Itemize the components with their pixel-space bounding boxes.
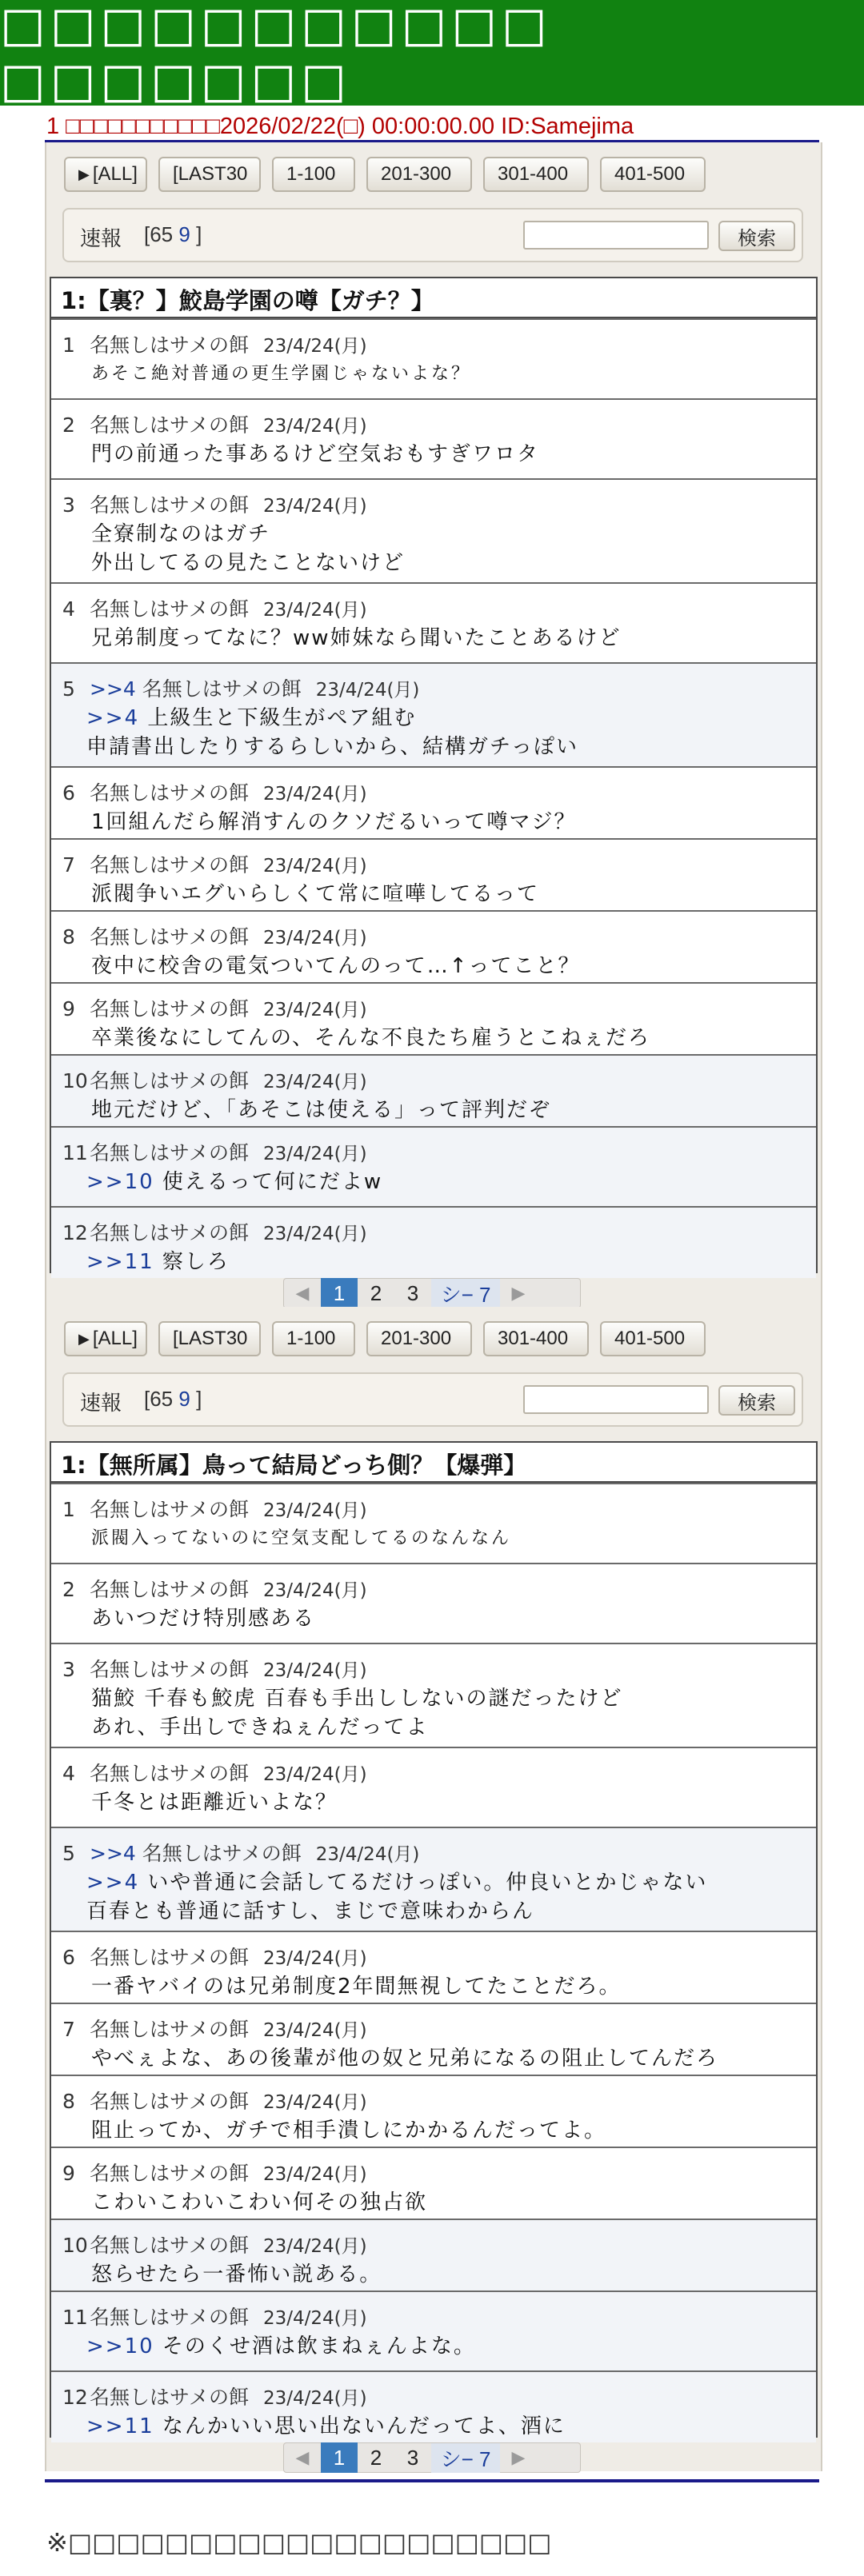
thread-board xyxy=(45,1307,822,2471)
post-text: 猫鮫 千春も鮫虎 百春も手出ししないの謎だったけど あれ、手出しできねぇんだってよ xyxy=(91,1687,623,1739)
site-title: □□□□□□□□□□□ □□□□□□□ xyxy=(0,0,552,109)
poster-name: 名無しはサメの餌 xyxy=(90,2090,250,2113)
post-date: 23/4/24(月) xyxy=(263,600,367,621)
post-meta xyxy=(62,1137,367,1166)
nav-range-button[interactable]: 401-500 xyxy=(600,157,706,192)
post-number: 1 xyxy=(62,1498,75,1521)
post-meta xyxy=(62,1758,367,1787)
poster-name: 名無しはサメの餌 xyxy=(90,493,250,517)
next-page-button[interactable]: ▶ xyxy=(511,2447,526,2467)
thread xyxy=(50,1441,818,2438)
poster-name: 名無しはサメの餌 xyxy=(90,1658,250,1681)
poster-name: 名無しはサメの餌 xyxy=(90,1762,250,1785)
post-text: こわいこわいこわい何その独占欲 xyxy=(91,2191,428,2215)
post-text: 怒らせたら一番怖い説ある。 xyxy=(91,2262,382,2286)
post-number: 7 xyxy=(62,2018,75,2041)
post-text: あそこ絶対普通の更生学園じゃないよな？ xyxy=(91,364,472,384)
nav-range-button[interactable]: 1-100 xyxy=(272,157,355,192)
post-item xyxy=(51,2003,816,2075)
next-page-button[interactable]: ▶ xyxy=(511,1283,526,1303)
post-date: 23/4/24(月) xyxy=(263,1224,367,1244)
post-item xyxy=(51,2075,816,2147)
thread-board xyxy=(45,142,822,1307)
post-date: 23/4/24(月) xyxy=(263,2092,367,2113)
poster-name: 名無しはサメの餌 xyxy=(142,677,302,701)
post-body xyxy=(91,624,622,653)
post-body xyxy=(91,1096,551,1124)
nav-last30-button[interactable]: [LAST30 xyxy=(158,1321,261,1356)
post-text: 門の前通った事あるけど空気おもすぎワロタ xyxy=(91,442,540,466)
post-meta xyxy=(62,921,367,950)
post-body xyxy=(91,2116,606,2145)
poster-name: 名無しはサメの餌 xyxy=(90,1069,250,1092)
page-button[interactable]: 1 xyxy=(321,1278,358,1308)
post-meta xyxy=(62,1065,367,1094)
post-meta xyxy=(62,489,367,518)
post-body xyxy=(86,2332,476,2361)
post-item xyxy=(51,838,816,910)
post-body xyxy=(91,952,581,980)
post-date: 23/4/24(月) xyxy=(263,2388,367,2409)
nav-range-button[interactable]: 201-300 xyxy=(366,157,472,192)
post-number: 8 xyxy=(62,2090,75,2113)
post-date: 23/4/24(月) xyxy=(263,336,367,357)
post-item xyxy=(51,478,816,582)
post-meta xyxy=(62,2014,367,2043)
post-meta xyxy=(62,1942,367,1971)
post-meta xyxy=(62,593,367,622)
post-date: 23/4/24(月) xyxy=(263,496,367,517)
post-number: 1 xyxy=(62,333,75,357)
thread xyxy=(50,277,818,1273)
post-date: 23/4/24(月) xyxy=(315,1844,420,1865)
post-number: 4 xyxy=(62,597,75,621)
post-body xyxy=(86,2412,566,2441)
poster-name: 名無しはサメの餌 xyxy=(90,333,250,357)
nav-all-button[interactable]: ▶ [ALL] xyxy=(64,1321,147,1356)
prev-page-button[interactable]: ◀ xyxy=(295,1283,310,1303)
post-text: やべぇよな、あの後輩が他の奴と兄弟になるの阻止してんだろ xyxy=(91,2047,719,2071)
poster-name: 名無しはサメの餌 xyxy=(90,2306,250,2329)
poster-name: 名無しはサメの餌 xyxy=(90,853,250,877)
post-date: 23/4/24(月) xyxy=(263,1948,367,1969)
reply-anchor-link[interactable]: >>10 xyxy=(86,2334,154,2358)
nav-all-button[interactable]: ▶ [ALL] xyxy=(64,157,147,192)
post-meta xyxy=(62,1574,367,1603)
post-date: 23/4/24(月) xyxy=(263,784,367,805)
post-count: [65 9 ] xyxy=(144,1387,202,1411)
post-meta xyxy=(62,777,367,806)
post-body xyxy=(91,880,539,909)
post-text: 派閥争いエグいらしくて常に喧嘩してるって xyxy=(91,882,540,906)
post-date: 23/4/24(月) xyxy=(263,1764,367,1785)
breaking-news-label[interactable]: 速報 xyxy=(80,227,122,251)
post-date: 23/4/24(月) xyxy=(263,928,367,949)
post-date: 23/4/24(月) xyxy=(263,1580,367,1601)
pagination xyxy=(283,1278,581,1308)
reply-anchor-link[interactable]: >>11 xyxy=(86,2414,154,2438)
post-text: 夜中に校舎の電気ついてんのって…↑ってこと？ xyxy=(91,954,581,978)
post-text: 一番ヤバイのは兄弟制度2年間無視してたことだろ。 xyxy=(91,1975,622,1999)
post-date: 23/4/24(月) xyxy=(263,1500,367,1521)
post-text: 使えるって何にだよw xyxy=(162,1170,383,1194)
nav-range-button[interactable]: 201-300 xyxy=(366,1321,472,1356)
post-date: 23/4/24(月) xyxy=(263,2020,367,2041)
nav-range-button[interactable]: 401-500 xyxy=(600,1321,706,1356)
post-date: 23/4/24(月) xyxy=(263,2308,367,2329)
post-body xyxy=(91,360,471,389)
poster-name: 名無しはサメの餌 xyxy=(90,781,250,805)
reply-anchor-link[interactable]: >>4 xyxy=(90,1842,136,1865)
post-meta xyxy=(62,993,367,1022)
post-date: 23/4/24(月) xyxy=(263,1000,367,1020)
post-body xyxy=(91,1024,650,1052)
post-number: 11 xyxy=(62,2306,88,2329)
poster-name: 名無しはサメの餌 xyxy=(90,413,250,437)
post-item xyxy=(51,2147,816,2219)
post-meta xyxy=(62,2382,367,2410)
poster-name: 名無しはサメの餌 xyxy=(90,2162,250,2185)
poster-name: 名無しはサメの餌 xyxy=(90,1498,250,1521)
page-button[interactable]: 1 xyxy=(321,2442,358,2473)
post-body xyxy=(86,1168,382,1196)
more-pages-button[interactable]: シ− 7 xyxy=(431,2443,500,2473)
post-meta xyxy=(62,673,419,702)
post-item xyxy=(51,2370,816,2442)
post-body xyxy=(91,2188,427,2217)
post-number: 5 xyxy=(62,677,75,701)
search-input[interactable] xyxy=(523,221,709,250)
post-text: あいつだけ特別感ある xyxy=(91,1607,316,1631)
post-text: 派閥入ってないのに空気支配してるのなんなん xyxy=(91,1528,512,1548)
prev-page-button[interactable]: ◀ xyxy=(295,2447,310,2467)
post-count: [65 9 ] xyxy=(144,222,202,246)
nav-range-button[interactable]: 301-400 xyxy=(483,1321,589,1356)
post-number: 11 xyxy=(62,1141,88,1164)
search-button[interactable]: 検索 xyxy=(718,1385,795,1416)
page-button[interactable]: 3 xyxy=(406,2445,419,2470)
post-item xyxy=(51,1747,816,1827)
post-text: 地元だけど、「あそこは使える」って評判だぞ xyxy=(91,1098,552,1122)
post-number: 12 xyxy=(62,1221,88,1244)
page-button[interactable]: 3 xyxy=(406,1280,419,1305)
post-number: 12 xyxy=(62,2386,88,2409)
post-body xyxy=(86,704,578,761)
post-body xyxy=(91,440,539,469)
reply-anchor-link[interactable]: >>11 xyxy=(86,1250,154,1274)
post-body xyxy=(91,1788,338,1817)
poster-name: 名無しはサメの餌 xyxy=(90,2234,250,2257)
post-body xyxy=(91,2260,382,2289)
post-date: 23/4/24(月) xyxy=(263,1072,367,1092)
divider xyxy=(45,2479,819,2482)
post-meta xyxy=(62,1494,367,1523)
poster-name: 名無しはサメの餌 xyxy=(90,1141,250,1164)
poster-name: 名無しはサメの餌 xyxy=(90,2018,250,2041)
post-number: 5 xyxy=(62,1842,75,1865)
post-number: 2 xyxy=(62,413,75,437)
poster-name: 名無しはサメの餌 xyxy=(90,2386,250,2409)
poster-name: 名無しはサメの餌 xyxy=(90,1946,250,1969)
footer-note: ※□□□□□□□□□□□□□□□□□□□□ xyxy=(46,2527,552,2558)
post-meta xyxy=(62,1838,419,1867)
poster-name: 名無しはサメの餌 xyxy=(90,925,250,949)
post-item xyxy=(51,662,816,766)
post-meta xyxy=(62,2086,367,2115)
post-date: 23/4/24(月) xyxy=(263,1660,367,1681)
post-body xyxy=(91,808,577,837)
post-meta xyxy=(62,849,367,878)
poster-name: 名無しはサメの餌 xyxy=(90,597,250,621)
opening-post-header: 1 □□□□□□□□□□□2026/02/22(□) 00:00:00.00 ID:Samejima xyxy=(46,114,634,139)
post-item xyxy=(51,766,816,838)
play-icon: ▶ xyxy=(78,166,90,182)
breaking-news-label[interactable]: 速報 xyxy=(80,1392,122,1416)
post-number: 9 xyxy=(62,2162,75,2185)
post-text: いや普通に会話してるだけっぽい。仲良いとかじゃない 百春とも普通に話すし、まじで意味わからん xyxy=(86,1871,708,1923)
search-button[interactable]: 検索 xyxy=(718,221,795,251)
post-text: 兄弟制度ってなに？ww姉妹なら聞いたことあるけど xyxy=(91,626,622,650)
post-date: 23/4/24(月) xyxy=(263,1144,367,1164)
reply-anchor-link[interactable]: >>4 xyxy=(86,706,140,730)
poster-name: 名無しはサメの餌 xyxy=(142,1842,302,1865)
pagination xyxy=(283,2442,581,2473)
page-button[interactable]: 2 xyxy=(370,1280,382,1305)
post-number: 8 xyxy=(62,925,75,949)
post-number: 9 xyxy=(62,997,75,1020)
post-body xyxy=(91,520,405,577)
post-date: 23/4/24(月) xyxy=(263,856,367,877)
nav-range-button[interactable]: 301-400 xyxy=(483,157,589,192)
post-item xyxy=(51,1483,816,1563)
post-item xyxy=(51,910,816,982)
post-body xyxy=(86,1248,230,1276)
post-number: 10 xyxy=(62,1069,88,1092)
poster-name: 名無しはサメの餌 xyxy=(90,997,250,1020)
post-text: 全寮制なのはガチ 外出してるの見たことないけど xyxy=(91,522,406,575)
nav-range-button[interactable]: 1-100 xyxy=(272,1321,355,1356)
post-meta xyxy=(62,2302,367,2330)
thread-title: 1:【裏？】鮫島学園の噂【ガチ？】 xyxy=(51,278,816,318)
post-number: 10 xyxy=(62,2234,88,2257)
post-meta xyxy=(62,1654,367,1683)
post-number: 2 xyxy=(62,1578,75,1601)
post-item xyxy=(51,982,816,1054)
post-number: 4 xyxy=(62,1762,75,1785)
post-item xyxy=(51,1643,816,1747)
more-pages-button[interactable]: シ− 7 xyxy=(431,1279,500,1308)
post-text: 阻止ってか、ガチで相手潰しにかかるんだってよ。 xyxy=(91,2119,607,2143)
post-number: 3 xyxy=(62,493,75,517)
post-item xyxy=(51,1931,816,2003)
post-date: 23/4/24(月) xyxy=(263,416,367,437)
post-text: 卒業後なにしてんの、そんな不良たち雇うとこねぇだろ xyxy=(91,1026,650,1050)
post-item xyxy=(51,318,816,398)
thread-nav xyxy=(64,1321,706,1356)
post-meta xyxy=(62,329,367,358)
poster-name: 名無しはサメの餌 xyxy=(90,1578,250,1601)
post-meta xyxy=(62,2230,367,2258)
site-banner xyxy=(0,0,864,109)
post-number: 6 xyxy=(62,1946,75,1969)
nav-last30-button[interactable]: [LAST30 xyxy=(158,157,261,192)
post-item xyxy=(51,1126,816,1206)
post-meta xyxy=(62,2158,367,2187)
post-item xyxy=(51,1563,816,1643)
post-item xyxy=(51,1054,816,1126)
thread-title: 1:【無所属】鳥って結局どっち側？【爆弾】 xyxy=(51,1443,816,1483)
poster-name: 名無しはサメの餌 xyxy=(90,1221,250,1244)
post-item xyxy=(51,582,816,662)
post-meta xyxy=(62,409,367,438)
play-icon: ▶ xyxy=(78,1330,90,1347)
post-item xyxy=(51,1827,816,1931)
post-text: 察しろ xyxy=(162,1250,230,1274)
post-body xyxy=(91,1604,315,1633)
post-item xyxy=(51,398,816,478)
post-body xyxy=(86,1868,707,1926)
post-meta xyxy=(62,1217,367,1246)
post-text: 上級生と下級生がペア組む 申請書出したりするらしいから、結構ガチっぽい xyxy=(86,706,578,759)
post-date: 23/4/24(月) xyxy=(263,2164,367,2185)
thread-nav xyxy=(64,157,706,192)
post-text: なんかいい思い出ないんだってよ、酒に xyxy=(162,2414,566,2438)
post-text: 1回組んだら解消すんのクソだるいって噂マジ？ xyxy=(91,810,577,834)
post-text: そのくせ酒は飲まねぇんよな。 xyxy=(162,2334,476,2358)
search-input[interactable] xyxy=(523,1385,709,1414)
quick-bar xyxy=(62,1372,803,1427)
post-number: 6 xyxy=(62,781,75,805)
reply-anchor-link[interactable]: >>10 xyxy=(86,1170,154,1194)
reply-anchor-link[interactable]: >>4 xyxy=(90,677,136,701)
post-date: 23/4/24(月) xyxy=(315,680,420,701)
post-body xyxy=(91,2044,718,2073)
post-text: 千冬とは距離近いよな？ xyxy=(91,1791,338,1815)
post-item xyxy=(51,2290,816,2370)
post-number: 3 xyxy=(62,1658,75,1681)
reply-anchor-link[interactable]: >>4 xyxy=(86,1871,140,1895)
post-number: 7 xyxy=(62,853,75,877)
post-date: 23/4/24(月) xyxy=(263,2236,367,2257)
quick-bar xyxy=(62,208,803,262)
post-body xyxy=(91,1972,622,2001)
post-body xyxy=(91,1684,623,1742)
post-item xyxy=(51,2219,816,2290)
post-body xyxy=(91,1524,511,1553)
page-button[interactable]: 2 xyxy=(370,2445,382,2470)
post-item xyxy=(51,1206,816,1278)
